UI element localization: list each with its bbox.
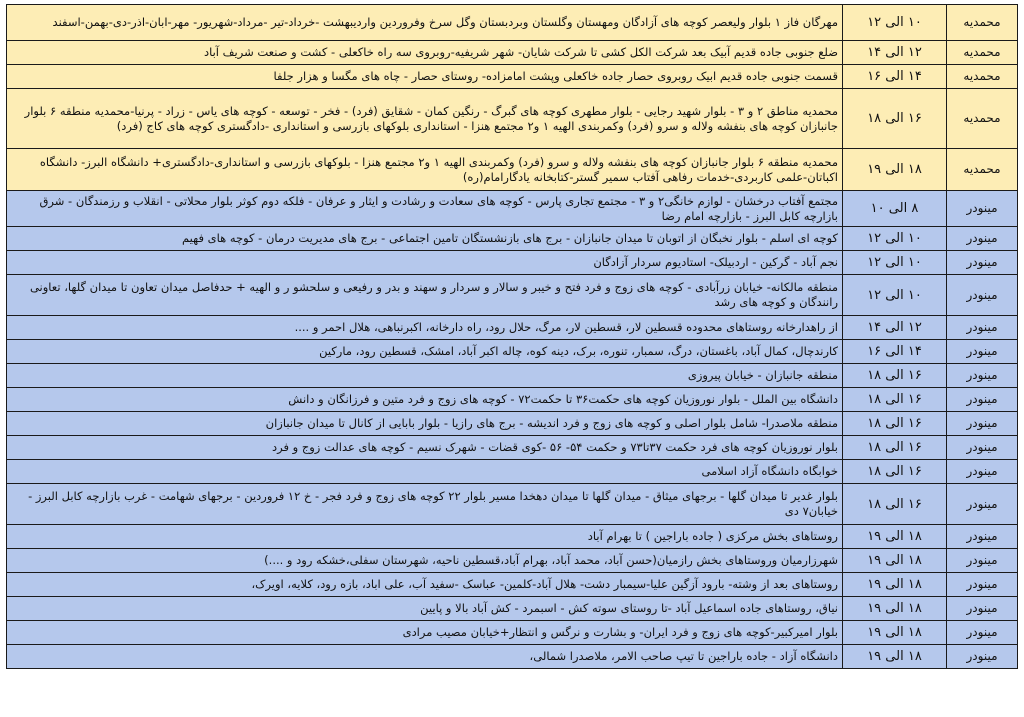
time-cell: ۱۲ الی ۱۴ <box>843 316 947 340</box>
table-row <box>7 525 1018 549</box>
region-cell: مینودر <box>947 573 1018 597</box>
areas-cell: نجم آباد - گرکین - اردبیلک- استادیوم سردار آزادگان <box>7 251 843 275</box>
areas-cell: محمدیه منطقه ۶ بلوار جانبازان کوچه های بنفشه ولاله و سرو (فرد) وکمربندی الهیه ۱ و۲ مجتمع هنزا - بلوکهای بازرسی و استانداری-دادگستری+ دانشگاه البرز- دانشگاه اکباتان-علمی کاربردی-خدمات رفاهی آفتاب سمیر گستر-کتابخانه یادگارامام(ره) <box>7 149 843 191</box>
time-cell: ۱۶ الی ۱۸ <box>843 412 947 436</box>
time-cell: ۱۶ الی ۱۸ <box>843 89 947 149</box>
time-cell: ۱۸ الی ۱۹ <box>843 621 947 645</box>
areas-cell: ضلع جنوبی جاده قدیم آبیک بعد شرکت الکل کشی تا شرکت شایان- شهر شریفیه-روبروی سه راه خاکعلی - کشت و صنعت شریف آباد <box>7 41 843 65</box>
table-row <box>7 573 1018 597</box>
areas-cell: مجتمع آفتاب درخشان - لوازم خانگی۲ و ۳ - مجتمع تجاری پارس - کوچه های سعادت و رشادت و ایثار و عرفان - فلکه دوم کوثر بلوار محلاتی - انقلاب و رزمندگان - شرق بازارچه کابل البرز - بازارچه امام رضا <box>7 191 843 227</box>
table-row <box>7 597 1018 621</box>
time-cell: ۱۶ الی ۱۸ <box>843 484 947 525</box>
areas-cell: بلوار غدیر تا میدان گلها - برجهای میثاق - میدان گلها تا میدان دهخدا مسیر بلوار ۲۲ کوچه های زوج و فرد فجر - خ ۱۲ فروردین - برجهای شهامت - غرب بازارچه کابل البرز - خیابان۷ دی <box>7 484 843 525</box>
region-cell: محمدیه <box>947 89 1018 149</box>
time-cell: ۱۰ الی ۱۲ <box>843 251 947 275</box>
areas-cell: روستاهای بخش مرکزی ( جاده باراجین ) تا بهرام آباد <box>7 525 843 549</box>
areas-cell: خوابگاه دانشگاه آزاد اسلامی <box>7 460 843 484</box>
table-body <box>7 5 1018 669</box>
table-row <box>7 65 1018 89</box>
time-cell: ۱۸ الی ۱۹ <box>843 549 947 573</box>
time-cell: ۱۶ الی ۱۸ <box>843 436 947 460</box>
areas-cell: بلوار امیرکبیر-کوچه های زوج و فرد ایران- و بشارت و نرگس و انتظار+خیابان مصیب مرادی <box>7 621 843 645</box>
region-cell: مینودر <box>947 275 1018 316</box>
time-cell: ۱۴ الی ۱۶ <box>843 340 947 364</box>
table-row <box>7 149 1018 191</box>
region-cell: مینودر <box>947 436 1018 460</box>
region-cell: محمدیه <box>947 65 1018 89</box>
time-cell: ۱۸ الی ۱۹ <box>843 645 947 669</box>
table-row <box>7 89 1018 149</box>
outage-schedule <box>6 4 1018 669</box>
table-row <box>7 251 1018 275</box>
table-row <box>7 41 1018 65</box>
region-cell: مینودر <box>947 364 1018 388</box>
region-cell: مینودر <box>947 340 1018 364</box>
table-row <box>7 412 1018 436</box>
areas-cell: از راهدارخانه روستاهای محدوده قسطین لار، قسطین لار، مرگ، حلال رود، راه دارخانه، اکبرنباهی، هلال احمر و .... <box>7 316 843 340</box>
region-cell: مینودر <box>947 597 1018 621</box>
time-cell: ۱۴ الی ۱۶ <box>843 65 947 89</box>
areas-cell: دانشگاه بین الملل - بلوار نوروزیان کوچه های حکمت۳۶ تا حکمت۷۲ - کوچه های زوج و فرد متین و فرزانگان و دانش <box>7 388 843 412</box>
table-row <box>7 5 1018 41</box>
region-cell: مینودر <box>947 460 1018 484</box>
areas-cell: منطقه ملاصدرا- شامل بلوار اصلی و کوچه های زوج و فرد اندیشه - برج های رازیا - بلوار بابایی از کانال تا میدان جانبازان <box>7 412 843 436</box>
table-row <box>7 191 1018 227</box>
table-row <box>7 388 1018 412</box>
areas-cell: محمدیه مناطق ۲ و ۳ - بلوار شهید رجایی - بلوار مطهری کوچه های گبرگ - رنگین کمان - شقایق (فرد) - فخر - توسعه - کوچه های یاس - زراد - پرنیا-محمدیه منطقه ۶ بلوار جانبازان کوچه های بنفشه ولاله و سرو (فرد) وکمربندی الهیه ۱ و۲ مجتمع هنزا - استانداری بلوکهای بازرسی و استانداری -دادگستری کوچه های کاج (فرد) <box>7 89 843 149</box>
table-row <box>7 275 1018 316</box>
region-cell: مینودر <box>947 316 1018 340</box>
areas-cell: شهرزارمیان وروستاهای بخش رازمیان(حسن آباد، محمد آباد، بهرام آباد،قسطین ناحیه، شهرستان سفلی،خشکه رود و ....) <box>7 549 843 573</box>
time-cell: ۱۸ الی ۱۹ <box>843 149 947 191</box>
time-cell: ۸ الی ۱۰ <box>843 191 947 227</box>
areas-cell: کوچه ای اسلم - بلوار نخبگان از اتوبان تا میدان جانبازان - برج های بازنشستگان تامین اجتماعی - برج های مدیریت درمان - کوچه های فهیم <box>7 227 843 251</box>
region-cell: مینودر <box>947 251 1018 275</box>
time-cell: ۱۸ الی ۱۹ <box>843 525 947 549</box>
time-cell: ۱۶ الی ۱۸ <box>843 364 947 388</box>
time-cell: ۱۰ الی ۱۲ <box>843 227 947 251</box>
region-cell: محمدیه <box>947 5 1018 41</box>
areas-cell: منطقه جانبازان - خیابان پیروزی <box>7 364 843 388</box>
areas-cell: دانشگاه آزاد - جاده باراجین تا تیپ صاحب الامر، ملاصدرا شمالی، <box>7 645 843 669</box>
region-cell: محمدیه <box>947 41 1018 65</box>
areas-cell: نیاق، روستاهای جاده اسماعیل آباد -تا روستای سوته کش - اسبمرد - کش آباد بالا و پایین <box>7 597 843 621</box>
table-row <box>7 484 1018 525</box>
region-cell: مینودر <box>947 227 1018 251</box>
table-row <box>7 549 1018 573</box>
time-cell: ۱۲ الی ۱۴ <box>843 41 947 65</box>
region-cell: مینودر <box>947 388 1018 412</box>
region-cell: مینودر <box>947 191 1018 227</box>
time-cell: ۱۰ الی ۱۲ <box>843 275 947 316</box>
time-cell: ۱۶ الی ۱۸ <box>843 388 947 412</box>
areas-cell: مهرگان فاز ۱ بلوار ولیعصر کوچه های آزادگان ومهستان وگلستان وبردبستان وگل سرخ وفروردین واردیبهشت -خرداد-تیر -مرداد-شهریور- مهر-ابان-اذر-دی-بهمن-اسفند <box>7 5 843 41</box>
areas-cell: روستاهای بعد از وشته- بارود آزگین علیا-سیمبار دشت- هلال آباد-کلمین- عباسک -سفید آب، علی اباد، بازه رود، کلایه، اویرک، <box>7 573 843 597</box>
table-row <box>7 316 1018 340</box>
table-row <box>7 645 1018 669</box>
table-row <box>7 227 1018 251</box>
region-cell: محمدیه <box>947 149 1018 191</box>
time-cell: ۱۸ الی ۱۹ <box>843 573 947 597</box>
region-cell: مینودر <box>947 645 1018 669</box>
region-cell: مینودر <box>947 525 1018 549</box>
areas-cell: قسمت جنوبی جاده قدیم ابیک روبروی حصار جاده خاکعلی وپشت امامزاده- روستای حصار - چاه های مگسا و هزار جلفا <box>7 65 843 89</box>
time-cell: ۱۰ الی ۱۲ <box>843 5 947 41</box>
areas-cell: بلوار نوروزیان کوچه های فرد حکمت ۳۷تا۷۳ و حکمت ۵۴- ۵۶ -کوی قضات - شهرک نسیم - کوچه های عدالت زوج و فرد <box>7 436 843 460</box>
time-cell: ۱۶ الی ۱۸ <box>843 460 947 484</box>
table-row <box>7 460 1018 484</box>
table-row <box>7 621 1018 645</box>
areas-cell: کارندچال، کمال آباد، باغستان، درگ، سمبار، تنوره، برک، دینه کوه، چاله اکبر آباد، امشک، قسطین رود، مارکین <box>7 340 843 364</box>
table-row <box>7 364 1018 388</box>
outage-table <box>6 4 1018 669</box>
table-row <box>7 340 1018 364</box>
areas-cell: منطقه مالکانه- خیابان زرآبادی - کوچه های زوج و فرد فتح و خیبر و سالار و سردار و سهند و بدر و رفیعی و سلحشو ر و الهیه + حدفاصل میدان تعاون تا میدان گلها، تعاونی رانندگان و کوچه های رشد <box>7 275 843 316</box>
region-cell: مینودر <box>947 621 1018 645</box>
region-cell: مینودر <box>947 412 1018 436</box>
time-cell: ۱۸ الی ۱۹ <box>843 597 947 621</box>
region-cell: مینودر <box>947 484 1018 525</box>
region-cell: مینودر <box>947 549 1018 573</box>
table-row <box>7 436 1018 460</box>
